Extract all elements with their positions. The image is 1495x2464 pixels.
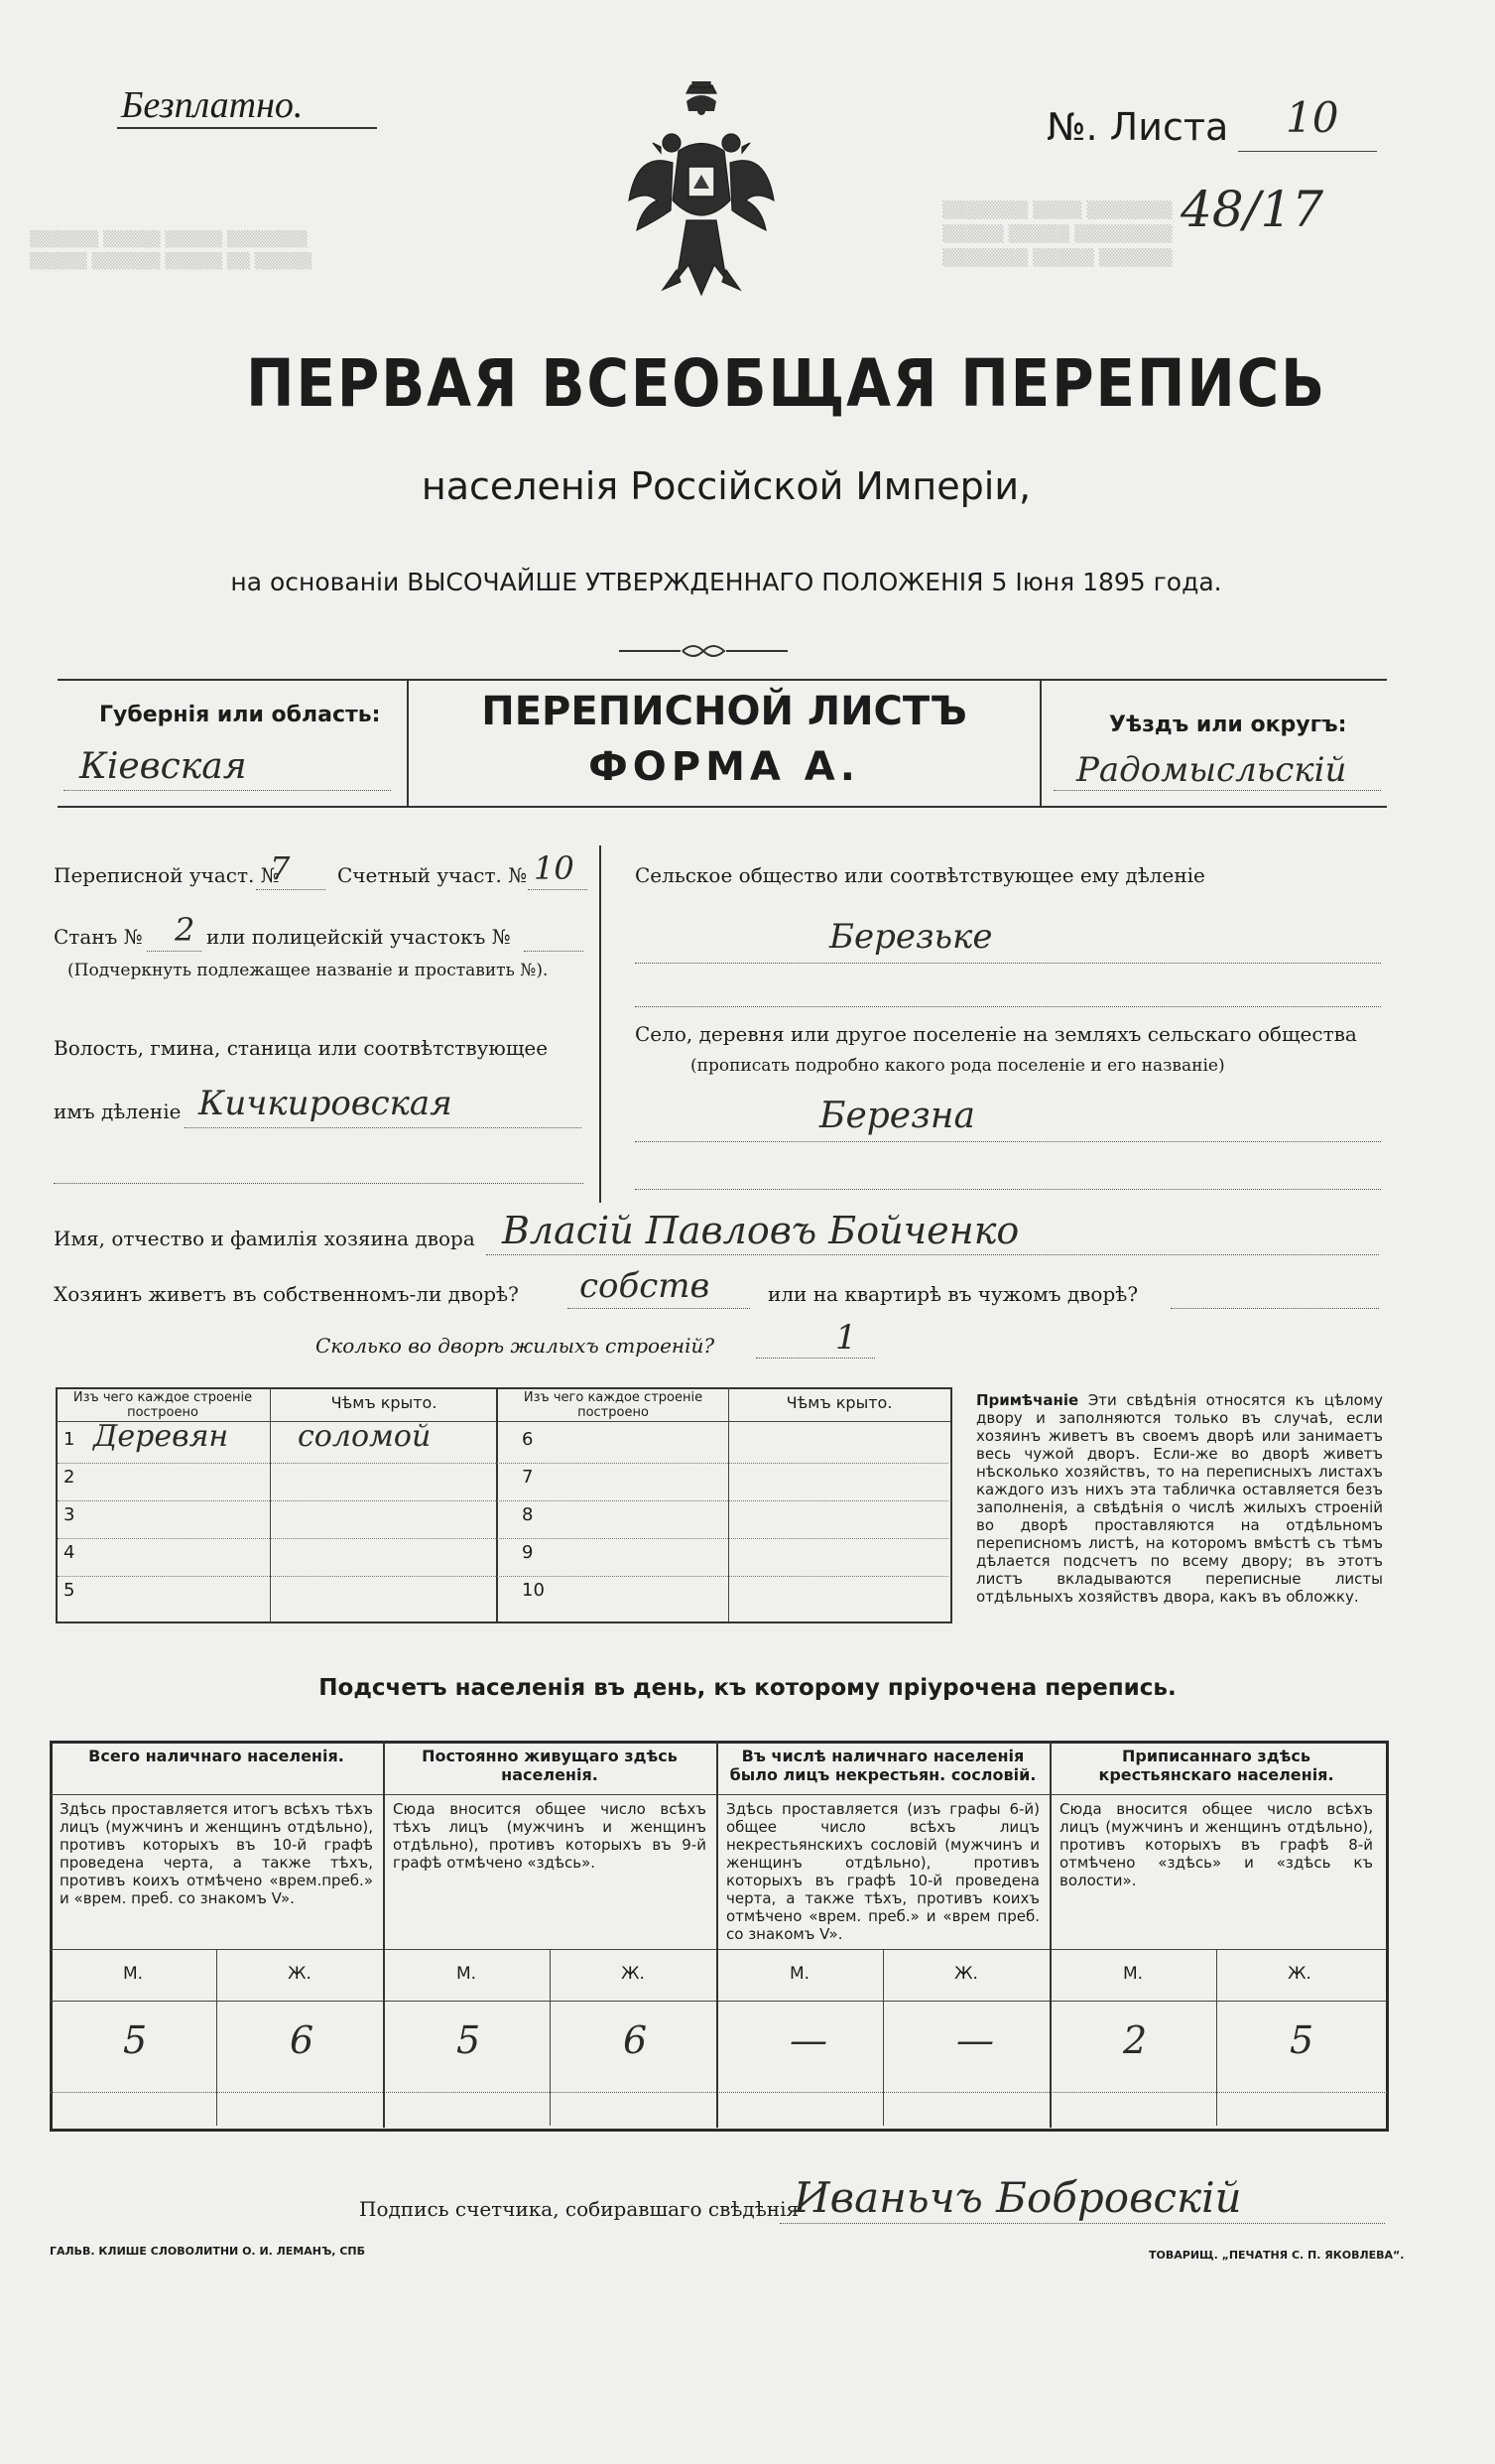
population-col-desc: Здѣсь проставляется (изъ графы 6-й) общее число всѣхъ лицъ некрестьянскихъ сословій (мужчинъ и женщинъ отдѣльно), противъ которыхъ въ графѣ 10-й проведена черта, а также тѣхъ, противъ коихъ отмѣчено «врем. преб.» и «врем преб. со знакомъ V». [726,1800,1040,1943]
buildings-row-number: 7 [522,1467,534,1488]
owner-or-line [1171,1308,1379,1309]
buildings-count-label: Сколько во дворѣ жилыхъ строеній? [315,1334,715,1358]
free-underline [117,127,377,129]
population-f-label: Ж. [954,1964,978,1984]
population-f-value: — [956,2018,994,2062]
census-district-line [256,889,325,890]
population-col-divider [716,1741,718,2128]
population-mf-top-rule [50,1949,1387,1950]
population-f-label: Ж. [288,1964,311,1984]
volost-value: Кичкировская [198,1084,452,1123]
population-col-desc: Сюда вносится общее число всѣхъ тѣхъ лицъ (мужчинъ и женщинъ отдѣльно), противъ которыхъ въ 9-й графѣ отмѣчено «здѣсь». [393,1800,706,1872]
stamp-number: 48/17 [1181,181,1324,238]
buildings-col-material-2: Изъ чего каждое строеніе построено [523,1390,703,1420]
society-line [635,963,1381,964]
owner-lives-value: собств [579,1266,710,1306]
form-letter: ФОРМА А. [588,744,860,790]
buildings-row-number: 10 [522,1580,545,1601]
population-col-desc: Сюда вносится общее число всѣхъ лицъ (мужчинъ и женщинъ отдѣльно), противъ которыхъ въ графѣ 8-й отмѣчено «здѣсь» и «здѣсь къ волости». [1059,1800,1373,1889]
population-mf-bottom-rule [50,2001,1387,2002]
population-m-value: 5 [456,2018,481,2062]
buildings-col-roof-2: Чѣмъ крыто. [786,1393,893,1412]
buildings-col-roof: Чѣмъ крыто. [330,1393,437,1412]
village-label: Село, деревня или другое поселеніе на земляхъ сельскаго общества [635,1022,1357,1046]
census-district-value: 7 [270,849,291,887]
footer-left: ГАЛЬВ. КЛИШЕ СЛОВОЛИТНИ О. И. ЛЕМАНЪ, СПБ [50,2245,365,2258]
sheet-number-underline [1238,151,1377,152]
province-value: Кіевская [79,746,247,787]
buildings-row-number: 5 [63,1580,75,1601]
bleed-through-text-right: ▒▒▒▒▒▒▒ ▒▒▒▒ ▒▒▒▒▒▒▒ ▒▒▒▒▒ ▒▒▒▒▒ ▒▒▒▒▒▒▒▒ ▒▒▒▒▒▒▒ ▒▒▒▒▒ ▒▒▒▒▒▒ [942,200,1173,267]
village-line [635,1141,1381,1142]
buildings-row-roof: соломой [298,1419,432,1454]
stan-line [147,951,201,952]
note-block [976,1391,1383,1606]
middle-divider [599,845,601,1203]
population-f-value: 5 [1290,2018,1314,2062]
population-f-label: Ж. [621,1964,645,1984]
police-label: или полицейскій участокъ № [206,925,511,949]
police-line [524,951,583,952]
owner-name-line [486,1254,1379,1255]
buildings-row-number: 6 [522,1429,534,1450]
volost-line [185,1127,581,1128]
district-value: Радомысльскій [1076,750,1347,790]
band-divider-left [407,679,409,806]
buildings-count-line [756,1358,875,1359]
buildings-row-rule [58,1576,948,1577]
counting-district-value: 10 [534,849,574,887]
band-top-rule [58,679,1387,681]
stan-note: (Подчеркнуть подлежащее названіе и проставить №). [67,961,549,980]
population-title: Подсчетъ населенія въ день, къ которому пріурочена перепись. [318,1675,1177,1701]
counting-district-label: Счетный участ. № [337,863,528,887]
buildings-row-rule [58,1463,948,1464]
buildings-col-divider-1 [270,1387,271,1621]
buildings-row-material: Деревян [93,1419,229,1454]
buildings-row-rule [58,1538,948,1539]
owner-lives-line [567,1308,750,1309]
buildings-row-number: 2 [63,1467,75,1488]
buildings-col-divider-mid [496,1387,498,1621]
owner-lives-label: Хозяинъ живетъ въ собственномъ-ли дворѣ? [54,1282,519,1306]
society-value: Березьке [829,917,993,957]
note-text: Эти свѣдѣнія относятся къ цѣлому двору и заполняются только въ случаѣ, если хозяинъ живетъ въ своемъ дворѣ или занимаетъ весь чужой дворъ. Если-же во дворѣ живетъ нѣсколько хозяйствъ, то на переписныхъ листахъ каждого изъ нихъ эта табличка оставляется безъ заполненія, а свѣдѣнія о числѣ жилыхъ строеній во дворѣ проставляются на отдѣльномъ переписномъ листѣ, на которомъ вмѣстѣ съ тѣмъ дѣлается подсчетъ по всему двору; въ этотъ листъ вкладываются переписные листы отдѣльныхъ хозяйствъ двора, какъ въ обложку. [976,1391,1383,1606]
signature-line [780,2223,1385,2224]
free-label: Безплатно. [121,84,304,126]
population-col-divider [1050,1741,1052,2128]
buildings-col-divider-2 [728,1387,729,1621]
population-m-label: М. [455,1964,477,1984]
owner-name-label: Имя, отчество и фамилія хозяина двора [54,1227,475,1250]
buildings-row-rule [58,1500,948,1501]
volost-label: Волость, гмина, станица или соотвѣтствующее [54,1036,549,1060]
buildings-row-number: 1 [63,1429,75,1450]
volost-label-continued: имъ дѣленіе [54,1100,182,1123]
population-m-value: 2 [1123,2018,1148,2062]
population-f-value: 6 [623,2018,648,2062]
buildings-row-number: 8 [522,1504,534,1525]
village-line-2 [635,1189,1381,1190]
form-title: ПЕРВАЯ ВСЕОБЩАЯ ПЕРЕПИСЬ [246,345,1326,422]
volost-line-2 [54,1183,583,1184]
population-m-label: М. [789,1964,810,1984]
district-label: Уѣздъ или округъ: [1109,713,1347,737]
footer-right: ТОВАРИЩ. „ПЕЧАТНЯ С. П. ЯКОВЛЕВА“. [1149,2249,1405,2262]
population-col-header: Приписаннаго здѣсь крестьянскаго населенія. [1098,1747,1334,1784]
buildings-col-material: Изъ чего каждое строеніе построено [72,1390,253,1420]
district-line [1054,790,1381,791]
population-m-label: М. [1122,1964,1144,1984]
province-line [63,790,391,791]
village-value: Березна [819,1096,975,1136]
population-m-value: — [790,2018,827,2062]
population-col-header: Постоянно живущаго здѣсь населенія. [422,1747,678,1784]
owner-or-label: или на квартирѣ въ чужомъ дворѣ? [768,1282,1139,1306]
stan-value: 2 [175,911,195,949]
population-m-value: 5 [123,2018,148,2062]
legal-basis: на основаніи ВЫСОЧАЙШЕ УТВЕРЖДЕННАГО ПОЛОЖЕНІЯ 5 Іюня 1895 года. [230,568,1222,596]
village-note: (прописать подробно какого рода поселеніе и его названіе) [690,1056,1225,1076]
population-col-desc: Здѣсь проставляется итогъ всѣхъ тѣхъ лицъ (мужчинъ и женщинъ отдѣльно), противъ которыхъ въ 10-й графѣ проведена черта, а также тѣхъ, противъ коихъ отмѣчено «врем.преб.» и «врем. преб. со знакомъ V». [60,1800,373,1907]
sheet-type-title: ПЕРЕПИСНОЙ ЛИСТЪ [481,689,967,734]
population-m-label: М. [122,1964,144,1984]
band-divider-right [1040,679,1042,806]
society-label: Сельское общество или соотвѣтствующее ему дѣленіе [635,863,1205,887]
owner-name-value: Власій Павловъ Бойченко [502,1209,1020,1252]
population-col-header: Въ числѣ наличнаго населенія было лицъ некрестьян. сословій. [729,1747,1037,1784]
decorative-divider [619,641,788,661]
form-subtitle: населенія Россійской Имперіи, [421,464,1032,508]
population-col-divider [383,1741,385,2128]
sheet-number-value: 10 [1286,93,1339,142]
population-header-rule [50,1794,1387,1795]
buildings-row-number: 9 [522,1542,534,1563]
population-f-label: Ж. [1288,1964,1311,1984]
signature-label: Подпись счетчика, собиравшаго свѣдѣнія [359,2197,800,2221]
bleed-through-text: ▒▒▒▒▒▒ ▒▒▒▒▒ ▒▒▒▒▒ ▒▒▒▒▒▒▒ ▒▒▒▒▒ ▒▒▒▒▒▒ ▒▒▒▒▒ ▒▒ ▒▒▒▒▒ [30,230,312,270]
buildings-row-number: 3 [63,1504,75,1525]
stan-label: Станъ № [54,925,143,949]
buildings-row-number: 4 [63,1542,75,1563]
signature-value: Иваньчъ Бобровскій [794,2173,1242,2222]
note-heading: Примѣчаніе [976,1391,1079,1409]
counting-district-line [528,889,587,890]
band-bottom-rule [58,806,1387,808]
population-total-rule [50,2092,1387,2093]
society-line-2 [635,1006,1381,1007]
census-district-label: Переписной участ. № [54,863,280,887]
buildings-count-value: 1 [835,1318,857,1358]
sheet-number-label: №. Листа [1047,105,1229,149]
double-headed-eagle-emblem [627,81,776,310]
province-label: Губернія или область: [99,703,381,727]
population-f-value: 6 [290,2018,314,2062]
population-col-header: Всего наличнаго населенія. [88,1747,344,1765]
